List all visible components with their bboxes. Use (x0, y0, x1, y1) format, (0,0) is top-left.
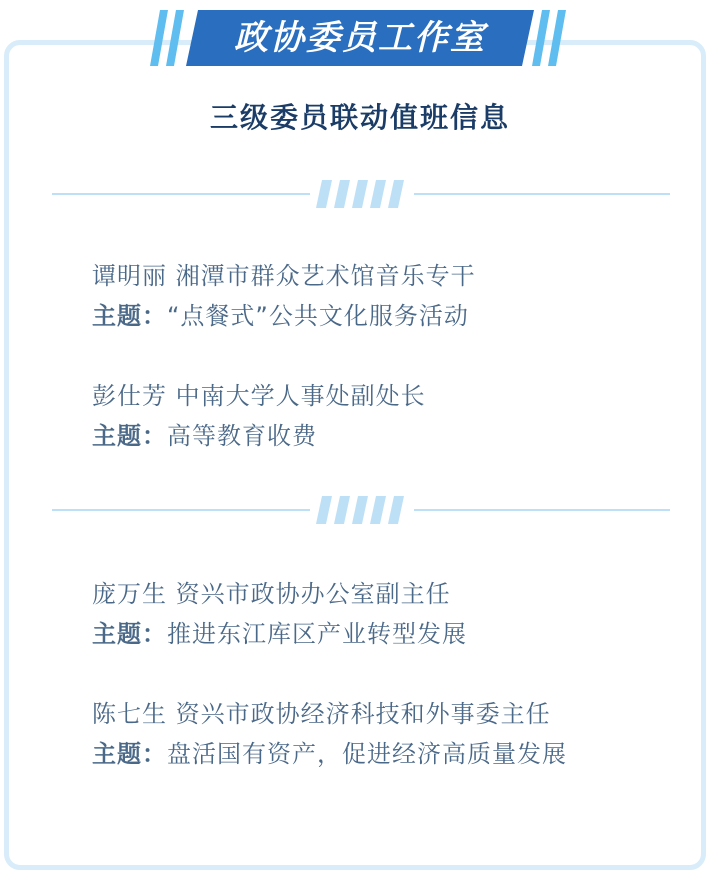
topic-label: 主题： (92, 422, 167, 450)
topic-line (92, 614, 672, 654)
header-banner (146, 10, 574, 66)
topic-label: 主题： (92, 740, 167, 768)
section-divider (52, 494, 670, 526)
topic-line (92, 296, 672, 336)
page-subtitle: 三级委员联动值班信息 (209, 101, 510, 134)
banner-title: 政协委员工作室 (234, 18, 486, 58)
member-info: 彭仕芳 中南大学人事处副处长 (92, 382, 426, 410)
divider-stripes-icon (314, 494, 410, 526)
topic-text: 高等教育收费 (167, 422, 317, 450)
topic-label: 主题： (92, 302, 167, 330)
topic-text: 盘活国有资产，促进经济高质量发展 (167, 740, 567, 768)
member-info: 陈七生 资兴市政协经济科技和外事委主任 (92, 700, 551, 728)
section-divider (52, 178, 670, 210)
topic-text: “点餐式”公共文化服务活动 (167, 302, 469, 330)
topic-line (92, 416, 672, 456)
divider-stripes-icon (314, 178, 410, 210)
topic-line (92, 734, 672, 774)
topic-label: 主题： (92, 620, 167, 648)
list-item (92, 376, 672, 456)
topic-text: 推进东江库区产业转型发展 (167, 620, 467, 648)
list-item (92, 694, 672, 774)
list-item (92, 574, 672, 654)
list-item (92, 256, 672, 336)
member-info: 庞万生 资兴市政协办公室副主任 (92, 580, 451, 608)
member-info: 谭明丽 湘潭市群众艺术馆音乐专干 (92, 262, 476, 290)
